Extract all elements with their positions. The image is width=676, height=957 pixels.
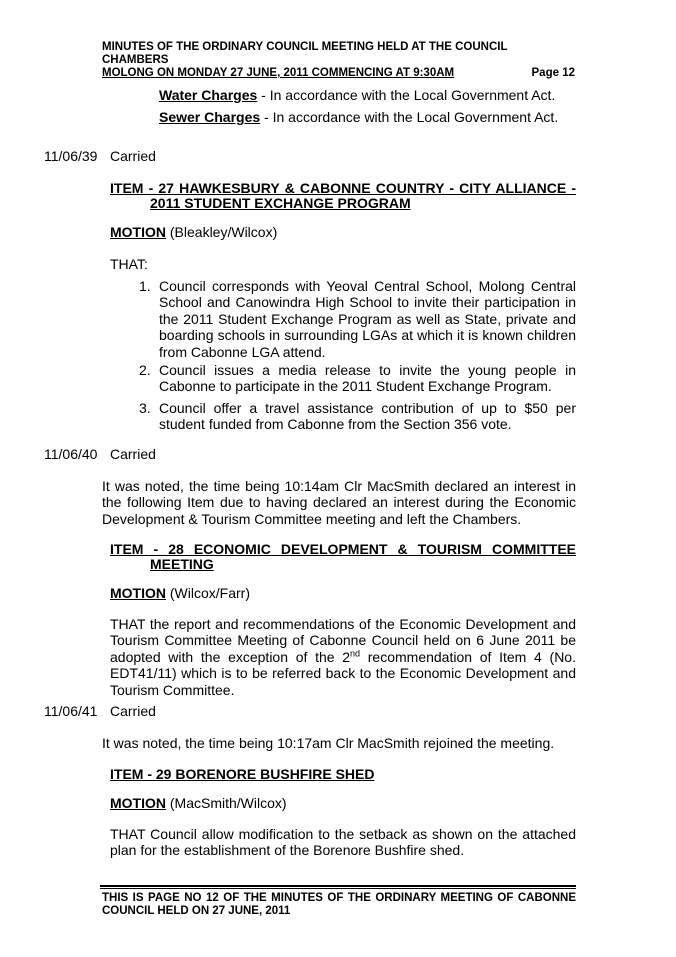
- list-item-number: 3.: [139, 400, 151, 416]
- sewer-charges-text: - In accordance with the Local Government Act.: [260, 109, 559, 125]
- text-part-b: recommendation of Item 4 (No. EDT41/11) which is to be referred back to the Economic Development and Tourism Committee.: [110, 648, 576, 698]
- item-28-resolution-text: [110, 616, 576, 698]
- page-number: Page 12: [531, 67, 575, 79]
- water-charges-label: Water Charges: [159, 87, 258, 103]
- resolution-status: Carried: [110, 148, 156, 164]
- motion-movers: (Bleakley/Wilcox): [166, 224, 278, 240]
- item-29-resolution-text: THAT Council allow modification to the setback as shown on the attached plan for the establishment of the Borenore Bushfire shed.: [110, 826, 576, 859]
- list-item-3: [139, 400, 576, 434]
- item-27-that: THAT:: [110, 256, 148, 272]
- superscript-nd: nd: [350, 648, 361, 659]
- footer-line-2: COUNCIL HELD ON 27 JUNE, 2011: [102, 905, 291, 917]
- item-28-title-line-1: ITEM - 28 ECONOMIC DEVELOPMENT & TOURISM COMMITTEE: [110, 541, 576, 557]
- note-clr-macsmith-interest: It was noted, the time being 10:14am Clr MacSmith declared an interest in the following Item due to having declared an interest during the Economic Development & Tourism Committee meeting and left the Chambers.: [102, 478, 576, 527]
- item-29-motion: [110, 795, 287, 811]
- water-charges-text: - In accordance with the Local Government Act.: [257, 87, 556, 103]
- list-item-text: Council issues a media release to invite the young people in Cabonne to participate in the 2011 Student Exchange Program.: [159, 362, 576, 395]
- sewer-charges-line: [159, 109, 558, 125]
- item-27-motion: [110, 224, 277, 240]
- list-item-number: 1.: [139, 278, 151, 294]
- list-item-text: Council offer a travel assistance contribution of up to $50 per student funded from Cabonne from the Section 356 vote.: [159, 400, 576, 433]
- page-header: [102, 41, 576, 80]
- resolution-status: Carried: [110, 703, 156, 719]
- list-item-text: Council corresponds with Yeoval Central School, Molong Central School and Canowindra High School to invite their participation in the 2011 Student Exchange Program as well as State, private and boarding schools in surrounding LGAs at which it is known children from Cabonne LGA attend.: [159, 278, 576, 360]
- header-line-2: MOLONG ON MONDAY 27 JUNE, 2011 COMMENCING AT 9:30AM: [102, 67, 455, 79]
- note-clr-macsmith-rejoined: It was noted, the time being 10:17am Clr MacSmith rejoined the meeting.: [102, 735, 555, 751]
- page-footer: [102, 892, 576, 918]
- item-28-motion: [110, 585, 250, 601]
- footer-line-1: THIS IS PAGE NO 12 OF THE MINUTES OF THE ORDINARY MEETING OF CABONNE: [102, 892, 576, 904]
- footer-rule-thin: [100, 888, 576, 889]
- list-item-2: [139, 362, 576, 396]
- item-27-title-line-1: ITEM - 27 HAWKESBURY & CABONNE COUNTRY - CITY ALLIANCE -: [110, 180, 576, 196]
- resolution-status: Carried: [110, 446, 156, 462]
- motion-label: MOTION: [110, 585, 166, 601]
- item-28-title-line-2: MEETING: [150, 556, 214, 572]
- footer-rule-thick: [100, 885, 576, 887]
- resolution-number: 11/06/41: [44, 703, 98, 719]
- item-29-title: ITEM - 29 BORENORE BUSHFIRE SHED: [110, 766, 375, 782]
- motion-movers: (MacSmith/Wilcox): [166, 795, 287, 811]
- resolution-number: 11/06/39: [44, 148, 98, 164]
- header-line-1: MINUTES OF THE ORDINARY COUNCIL MEETING HELD AT THE COUNCIL CHAMBERS: [102, 41, 508, 66]
- motion-movers: (Wilcox/Farr): [166, 585, 250, 601]
- water-charges-line: [159, 87, 555, 103]
- text-part-a: THAT the report and recommendations of the Economic Development and Tourism Committee Meeting of Cabonne Council held on 6 June 2011 be adopted with the exception of the 2: [110, 616, 576, 665]
- sewer-charges-label: Sewer Charges: [159, 109, 261, 125]
- item-27-title-line-2: 2011 STUDENT EXCHANGE PROGRAM: [150, 195, 411, 211]
- motion-label: MOTION: [110, 795, 166, 811]
- list-item-number: 2.: [139, 362, 151, 378]
- list-item-1: [139, 278, 576, 360]
- motion-label: MOTION: [110, 224, 166, 240]
- resolution-number: 11/06/40: [44, 446, 98, 462]
